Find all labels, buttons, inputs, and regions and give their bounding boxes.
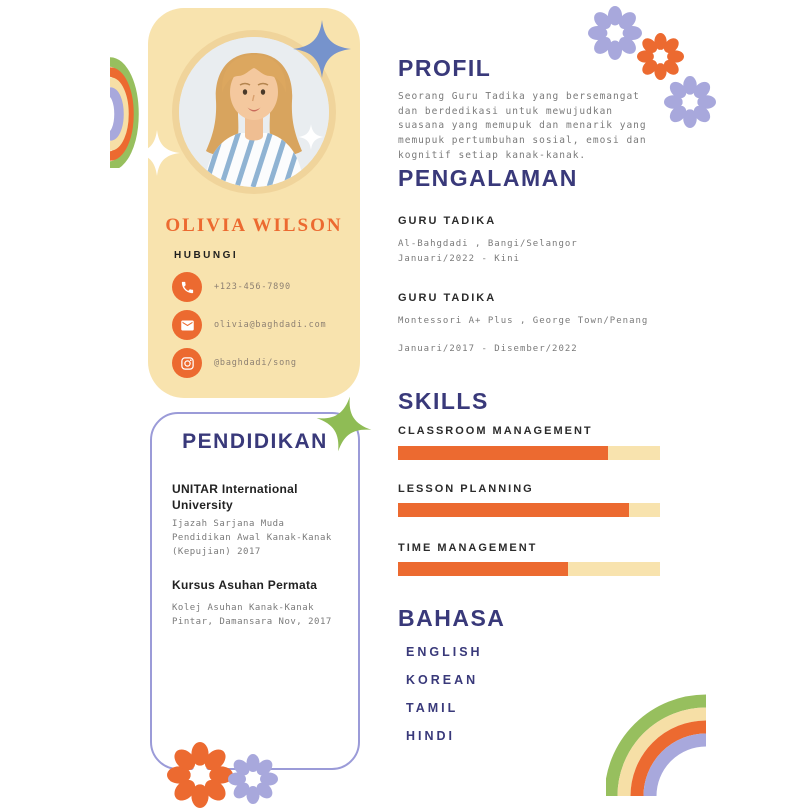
skill-bar-fill bbox=[398, 562, 568, 576]
instagram-icon bbox=[172, 348, 202, 378]
email-icon bbox=[172, 310, 202, 340]
sparkle-icon bbox=[311, 391, 377, 457]
flower-icon bbox=[664, 76, 716, 128]
flower-icon bbox=[588, 6, 642, 60]
contact-instagram-value: @baghdadi/song bbox=[214, 358, 297, 368]
skills-heading: SKILLS bbox=[398, 388, 489, 414]
sparkle-icon bbox=[293, 20, 351, 78]
profil-heading: PROFIL bbox=[398, 55, 492, 81]
contact-row-instagram bbox=[172, 348, 297, 378]
skill-bar-fill bbox=[398, 446, 608, 460]
languages-list bbox=[406, 645, 483, 757]
education-details: Ijazah Sarjana Muda Pendidikan Awal Kanak-Kanak (Kepujian) 2017 bbox=[172, 519, 332, 557]
skill-bar bbox=[398, 446, 660, 460]
language-item: KOREAN bbox=[406, 673, 479, 687]
skill-label: LESSON PLANNING bbox=[398, 483, 534, 495]
language-item: HINDI bbox=[406, 729, 456, 743]
phone-icon bbox=[172, 272, 202, 302]
skill-bar-fill bbox=[398, 503, 629, 517]
education-details: Kolej Asuhan Kanak-Kanak Pintar, Damansara Nov, 2017 bbox=[172, 603, 332, 627]
sparkle-icon bbox=[298, 124, 324, 150]
language-item: ENGLISH bbox=[406, 645, 483, 659]
contact-phone-value: +123-456-7890 bbox=[214, 282, 291, 292]
education-title: UNITAR International University bbox=[172, 482, 298, 512]
languages-heading: BAHASA bbox=[398, 605, 506, 631]
contact-row-phone bbox=[172, 272, 291, 302]
education-card bbox=[150, 412, 360, 770]
contact-row-email bbox=[172, 310, 326, 340]
job-org: Montessori A+ Plus , George Town/Penang bbox=[398, 316, 649, 326]
job-title: GURU TADIKA bbox=[398, 215, 497, 227]
experience-heading: PENGALAMAN bbox=[398, 165, 578, 191]
flower-icon bbox=[637, 33, 684, 80]
sparkle-icon bbox=[134, 130, 180, 176]
education-heading: PENDIDIKAN bbox=[182, 430, 328, 453]
contact-email-value: olivia@baghdadi.com bbox=[214, 320, 327, 330]
job-title: GURU TADIKA bbox=[398, 292, 497, 304]
flower-icon bbox=[167, 742, 233, 808]
rainbow-arc-bottom-right-icon bbox=[606, 636, 706, 796]
skill-label: CLASSROOM MANAGEMENT bbox=[398, 425, 593, 437]
skill-bar bbox=[398, 503, 660, 517]
language-item: TAMIL bbox=[406, 701, 459, 715]
flower-icon bbox=[228, 754, 278, 804]
job-period: Januari/2017 - Disember/2022 bbox=[398, 344, 578, 354]
skill-label: TIME MANAGEMENT bbox=[398, 542, 538, 554]
education-title: Kursus Asuhan Permata bbox=[172, 578, 318, 592]
job-org: Al-Bahgdadi , Bangi/Selangor bbox=[398, 239, 578, 249]
skill-bar bbox=[398, 562, 660, 576]
contact-heading: HUBUNGI bbox=[174, 250, 239, 261]
job-period: Januari/2022 - Kini bbox=[398, 254, 520, 264]
profile-name: OLIVIA WILSON bbox=[165, 215, 343, 236]
profil-body: Seorang Guru Tadika yang bersemangat dan berdedikasi untuk mewujudkan suasana yang memupuk dan menarik yang memupuk pertumbuhan sosial, emosi dan kognitif setiap kanak-kanak. bbox=[398, 91, 647, 161]
